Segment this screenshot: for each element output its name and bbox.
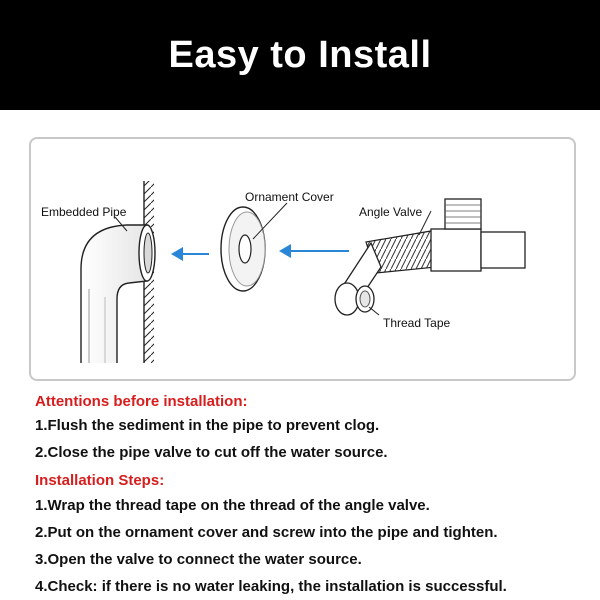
attentions-heading: Attentions before installation: [35,393,248,410]
label-angle-valve: Angle Valve [359,205,423,219]
attention-item-2: 2.Close the pipe valve to cut off the water source. [35,444,388,461]
installation-diagram [29,137,576,381]
steps-heading: Installation Steps: [35,472,165,489]
title-banner [0,0,600,110]
step-item-2: 2.Put on the ornament cover and screw into the pipe and tighten. [35,524,498,541]
ornament-cover [221,207,265,291]
diagram-illustration [31,139,576,381]
attention-item-1: 1.Flush the sediment in the pipe to prevent clog. [35,417,380,434]
step-item-1: 1.Wrap the thread tape on the thread of the angle valve. [35,497,430,514]
step-item-4: 4.Check: if there is no water leaking, the installation is successful. [35,578,507,595]
step-item-3: 3.Open the valve to connect the water source. [35,551,362,568]
label-ornament-cover: Ornament Cover [245,190,334,204]
label-thread-tape: Thread Tape [383,316,451,330]
page-title: Easy to Install [168,33,432,76]
label-embedded-pipe: Embedded Pipe [41,205,127,219]
arrow-left-icon [171,247,209,261]
arrow-left-icon-2 [279,244,349,258]
